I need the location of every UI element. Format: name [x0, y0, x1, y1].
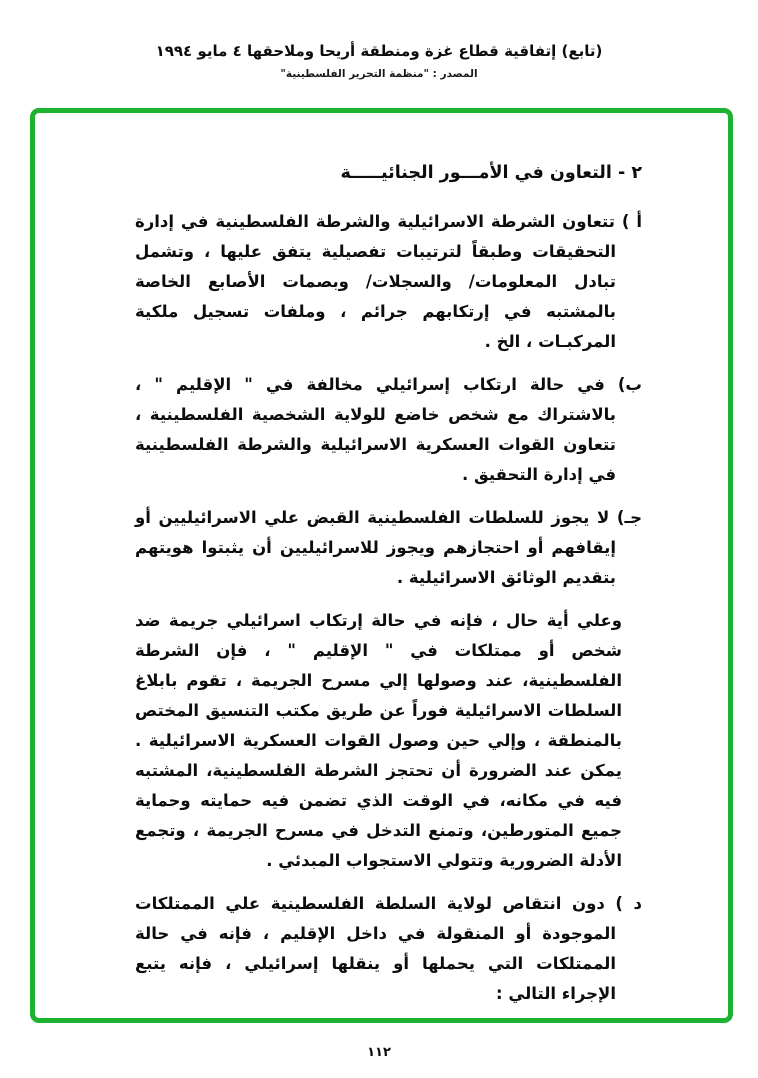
paragraph-marker: جـ)	[609, 508, 642, 528]
paragraph-text: تتعاون الشرطة الاسرائيلية والشرطة الفلسطينية في إدارة التحقيقات وطبقاً لترتيبات تفصيلية يتفق عليها ، وتشمل تبادل المعلومات/ والسجلات/ وبصمات الأصابع الخاصة بالمشتبه في إرتكابهم جرائم ، وملفات تسجيل ملكية المركبـات ، الخ .	[135, 212, 616, 352]
paragraph-text: لا يجوز للسلطات الفلسطينية القبض علي الاسرائيليين أو إيقافهم أو احتجازهم ويجوز للاسرائيليين أن يثبتوا هويتهم بتقديم الوثائق الاسرائيلية .	[135, 508, 616, 588]
document-title: (تابع) إتفاقية قطاع غزة ومنطقة أريحا وملاحقها ٤ مايو ١٩٩٤	[155, 42, 603, 60]
paragraph-a	[135, 207, 642, 357]
paragraph-marker: د )	[604, 894, 643, 914]
paragraph-marker: ب)	[604, 375, 642, 395]
paragraph-text: وعلي أية حال ، فإنه في حالة إرتكاب اسرائيلي جريمة ضد شخص أو ممتلكات في " الإقليم " ، فإن الشرطة الفلسطينية، عند وصولها إلي مسرح الجريمة ، تقوم بابلاغ السلطات الاسرائيلية فوراً عن طريق مكتب التنسيق المختص بالمنطقة ، وإلي حين وصول القوات العسكرية الاسرائيلية . يمكن عند الضرورة أن تحتجز الشرطة الفلسطينية، المشتبه فيه في مكانه، في الوقت الذي تضمن فيه حمايته وحماية جميع المتورطين، وتمنع التدخل في مسرح الجريمة ، وتجمع الأدلة الضرورية وتتولي الاستجواب المبدئي .	[135, 611, 622, 871]
section-heading: ٢ - التعاون في الأمـــور الجنائيـــــة	[340, 163, 642, 183]
paragraph-b	[135, 370, 642, 490]
content-frame	[30, 108, 733, 1023]
page-number: ١١٢	[367, 1045, 391, 1060]
paragraph-marker: أ )	[614, 212, 642, 231]
paragraph-text: دون انتقاص لولاية السلطة الفلسطينية علي الممتلكات الموجودة أو المنقولة في داخل الإقليم ، فإنه في حالة الممتلكات التي يحملها أو ينقلها إسرائيلي ، فإنه يتبع الإجراء التالي :	[135, 894, 616, 1004]
document-header	[0, 42, 758, 80]
paragraph-jeem	[135, 503, 642, 593]
paragraph-note	[135, 606, 642, 876]
paragraph-text: في حالة ارتكاب إسرائيلي مخالفة في " الإقليم " ، بالاشتراك مع شخص خاضع للولاية الشخصية الفلسطينية ، تتعاون القوات العسكرية الاسرائيلية والشرطة الفلسطينية في إدارة التحقيق .	[135, 375, 616, 485]
document-source: المصدر : "منظمة التحرير الفلسطينية"	[280, 68, 478, 80]
paragraph-dal	[135, 889, 642, 1009]
